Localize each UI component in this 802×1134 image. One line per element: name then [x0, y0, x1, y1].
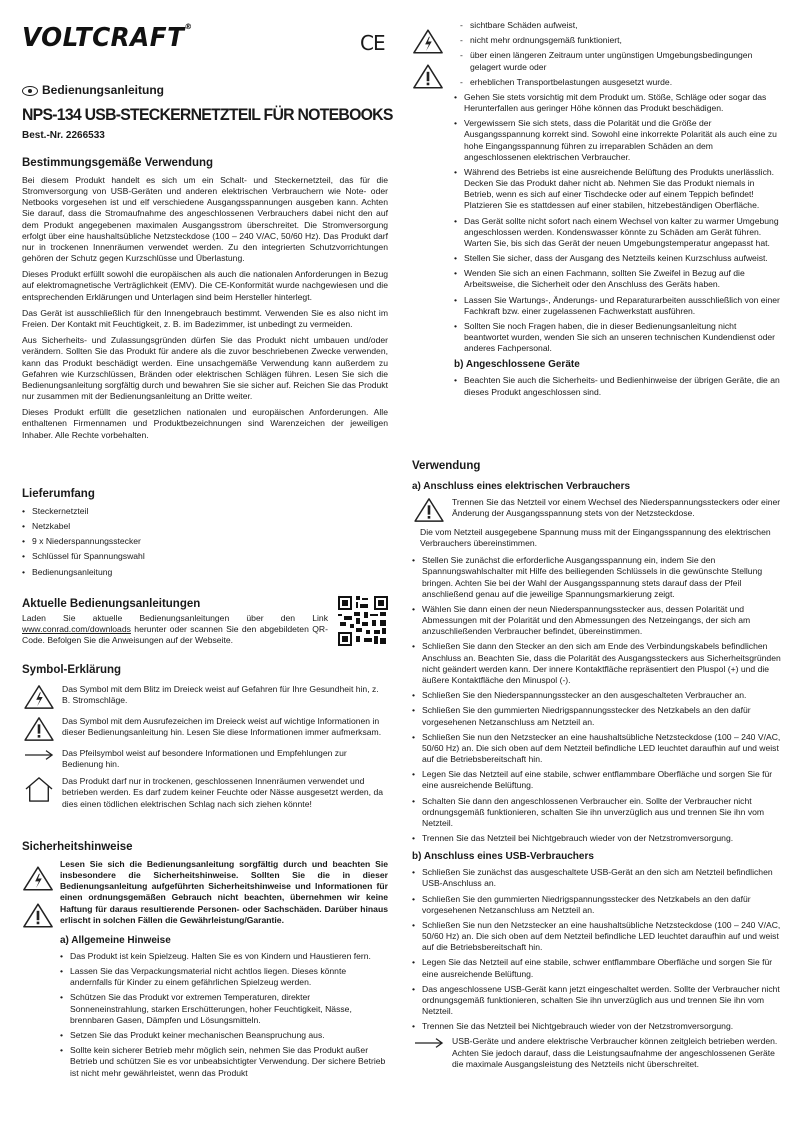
list-item: • Schützen Sie das Produkt vor extremen Temperaturen, direkter Sonneneinstrahlung, starken Erschütterungen, hoher Feuchtigkeit, Nässe, brennbaren Gasen, Dämpfen und Lösungsmitteln. — [60, 992, 388, 1026]
paragraph: Dieses Produkt erfüllt die gesetzlichen nationalen und europäischen Anforderungen. Alle enthaltenen Firmennamen und Produktbezeichnungen sind Warenzeichen der jeweiligen Inhaber. Alle Rechte vorbehalten. — [22, 407, 388, 440]
subsection-heading: b) Angeschlossene Geräte — [454, 359, 580, 371]
qr-code — [338, 596, 388, 646]
list-item: • Gehen Sie stets vorsichtig mit dem Produkt um. Stöße, Schläge oder sogar das Herunterfallen aus geringer Höhe können das Produkt beschädigen. — [454, 92, 782, 114]
list-item: • Lassen Sie das Verpackungsmaterial nicht achtlos liegen. Dieses könnte andernfalls für Kinder zu einem gefährlichen Spielzeug werden. — [60, 966, 388, 988]
list-item: • Steckernetzteil — [22, 506, 388, 517]
list-item: • Das Produkt ist kein Spielzeug. Halten Sie es von Kindern und Haustieren fern. — [60, 951, 388, 962]
lightning-warning-icon — [22, 684, 56, 710]
list-item: • Schließen Sie dann den Stecker an den sich am Ende des Verbindungskabels befindlichen Anschluss an. Beachten Sie, dass die Polarität des Ausgangssteckers aus Sicherheitsgründen nicht geändert werden kann. Der innere Kontaktfläche repräsentiert den Pluspol (+) und die äußere Kontaktfläche den Minuspol (-). — [412, 641, 782, 686]
list-item: • Schließen Sie den gummierten Niedrigspannungsstecker des Netzkabels an den dafür vorgesehenen Netzanschluss am Netzteil an. — [412, 894, 782, 916]
list-item: • Setzen Sie das Produkt keiner mechanischen Beanspruchung aus. — [60, 1030, 388, 1041]
subsection-heading: a) Allgemeine Hinweise — [60, 934, 171, 946]
symbol-row: Das Pfeilsymbol weist auf besondere Informationen und Empfehlungen zur Bedienung hin. — [22, 748, 388, 770]
exclamation-warning-icon — [412, 63, 444, 90]
subsection-heading: b) Anschluss eines USB-Verbrauchers — [412, 851, 594, 863]
exclamation-warning-icon — [22, 902, 54, 929]
list-item: • Wenden Sie sich an einen Fachmann, sollten Sie Zweifel in Bezug auf die Arbeitsweise, die Sicherheit oder den Anschluss des Geräts haben. — [454, 268, 782, 290]
list-item: • Während des Betriebs ist eine ausreichende Belüftung des Produkts unerlässlich. Decken Sie das Produkt daher nicht ab. Nehmen Sie das Produkt niemals in Betrieb, wenn es sich auf einer Tischdecke oder auf einem Teppich befindet! Platzieren Sie es stattdessen auf einer stabilen, hitzebeständigen Oberfläche. — [454, 167, 782, 212]
list-item: • Legen Sie das Netzteil auf eine stabile, schwer entflammbare Oberfläche und sorgen Sie für eine ausreichende Belüftung. — [412, 769, 782, 791]
house-indoor-icon — [22, 776, 56, 802]
list-item: • Trennen Sie das Netzteil bei Nichtgebrauch wieder von der Netzstromversorgung. — [412, 833, 782, 844]
delivery-list — [22, 506, 388, 578]
list-item: - erheblichen Transportbelastungen ausgesetzt wurde. — [460, 77, 782, 88]
usb-steps-list — [412, 867, 782, 1032]
manuals-text: Laden Sie aktuelle Bedienungsanleitungen über den Link www.conrad.com/downloads herunter oder scannen Sie den abgebildeten QR-Code. Befolgen Sie die Anweisungen auf der Webseite. — [22, 612, 328, 646]
exclamation-warning-icon — [412, 497, 446, 523]
intended-use-section — [22, 156, 388, 446]
paragraph: Aus Sicherheits- und Zulassungsgründen dürfen Sie das Produkt nicht umbauen und/oder verändern. Sollten Sie das Produkt für andere als die zuvor beschriebenen Zwecke verwenden, kann das Produkt beschädigt werden. Eine unsachgemäße Verwendung kann außerdem zu Gefahren wie Kurzschlüssen, Bränden oder elektrischen Schlägen führen. Lesen Sie sich die Bedienungsanleitung sorgfältig durch und bewahren Sie sie sicher auf. Reichen Sie das Produkt nur zusammen mit der Bedienungsanleitung an Dritte weiter. — [22, 335, 388, 402]
lightning-warning-icon — [22, 865, 54, 892]
list-item: - über einen längeren Zeitraum unter ungünstigen Umgebungsbedingungen gelagert wurde oder — [460, 50, 782, 72]
list-item: • Schließen Sie den Niederspannungsstecker an den ausgeschalteten Verbraucher an. — [412, 690, 782, 701]
list-item: • Sollten Sie noch Fragen haben, die in dieser Bedienungsanleitung nicht beantwortet wurden, wenden Sie sich an unseren technischen Kundendienst oder anderes Fachpersonal. — [454, 321, 782, 355]
list-item: • Trennen Sie das Netzteil bei Nichtgebrauch wieder von der Netzstromversorgung. — [412, 1021, 782, 1032]
list-item: • Netzkabel — [22, 521, 388, 532]
usage-section — [412, 459, 782, 1076]
manual-label: Bedienungsanleitung — [22, 83, 164, 99]
list-item: • Vergewissern Sie sich stets, dass die Polarität und die Größe der Ausgangsspannung korrekt sind. Sowohl eine inkorrekte Polarität als auch eine zu hohe Eingangsspannung führen zu irreparablen Schäden an dem angeschlossenen elektrischen Verbraucher. — [454, 118, 782, 163]
safety-section — [22, 840, 388, 1083]
conditions-list — [450, 20, 782, 92]
warning-row: Trennen Sie das Netzteil vor einem Wechsel des Niederspannungssteckers oder einer Änderung der Ausgangsspannung stets von der Netzsteckdose. — [412, 497, 782, 523]
list-item: • Lassen Sie Wartungs-, Änderungs- und Reparaturarbeiten ausschließlich von einer Fachkraft bzw. einer zugelassenen Fachwerkstatt ausführen. — [454, 295, 782, 317]
lightning-warning-icon — [412, 28, 444, 55]
general-notes-list — [60, 951, 388, 1079]
list-item: • Schließen Sie nun den Netzstecker an eine haushaltsübliche Netzsteckdose (100 – 240 V/AC, 50/60 Hz) an. Die sich oben auf dem Netzteil befindliche LED leuchtet daraufhin auf und weist auf die Betriebsbereitschaft hin. — [412, 920, 782, 954]
safety-intro: Lesen Sie sich die Bedienungsanleitung sorgfältig durch und beachten Sie insbesondere die Sicherheitshinweise. Sollten Sie die in dieser Bedienungsanleitung aufgeführten Sicherheitshinweise und Informationen für einen ordnungsgemäßen Gebrauch nicht beachten, übernehmen wir keine Haftung für daraus resultierende Personen- oder Sachschäden. Darüber hinaus erlischt in solchen Fällen die Gewährleistung/Garantie. — [60, 858, 388, 925]
safety-items-list — [412, 92, 782, 355]
section-heading: Lieferumfang — [22, 488, 95, 500]
list-item: • Schließen Sie nun den Netzstecker an eine haushaltsübliche Netzsteckdose (100 – 240 V/AC, 50/60 Hz) an. Die sich oben auf dem Netzteil befindliche LED leuchtet daraufhin auf und weist auf die Betriebsbereitschaft hin. — [412, 732, 782, 766]
delivery-section — [22, 487, 388, 582]
list-item: • 9 x Niederspannungsstecker — [22, 536, 388, 547]
safety-continued — [412, 20, 782, 402]
electric-steps-list — [412, 555, 782, 844]
ce-mark: CE — [360, 31, 385, 55]
list-item: • Stellen Sie zunächst die erforderliche Ausgangsspannung ein, indem Sie den Spannungswahlschalter mit Hilfe des beiliegenden Schlüssels in die gewünschte Stellung bringen. Achten Sie bei der Wahl der Ausgangsspannung stets darauf dass der Pfeil anschließend genau auf die jeweilige Spannungsmarkierung zeigt. — [412, 555, 782, 600]
list-item: • Schließen Sie zunächst das ausgeschaltete USB-Gerät an den sich am Netzteil befindlichen USB-Anschluss an. — [412, 867, 782, 889]
list-item: • Legen Sie das Netzteil auf eine stabile, schwer entflammbare Oberfläche und sorgen Sie für eine ausreichende Belüftung. — [412, 957, 782, 979]
list-item: • Schließen Sie den gummierten Niedrigspannungsstecker des Netzkabels an den dafür vorgesehenen Netzanschluss am Netzteil an. — [412, 705, 782, 727]
arrow-right-icon — [412, 1036, 446, 1050]
list-item: • Das angeschlossene USB-Gerät kann jetzt eingeschaltet werden. Sollte der Verbraucher nicht ordnungsgemäß funktionieren, schalten Sie ihn unverzüglich aus und trennen Sie ihn vom Netzteil. — [412, 984, 782, 1018]
subsection-heading: a) Anschluss eines elektrischen Verbrauchers — [412, 480, 631, 492]
section-heading: Symbol-Erklärung — [22, 664, 122, 676]
paragraph: Bei diesem Produkt handelt es sich um ein Schalt- und Steckernetzteil, das für die Stromversorgung von USB-Geräten und anderen elektrischen Verbrauchern wie Note- oder Netbooks vorgesehen ist und elf verschiedene Ausgangsspannungen ausgeben kann. Achten Sie darauf, dass die Stromaufnahme des angeschlossenen Verbrauchers dabei nicht den auf dem Produkt angegebenen maximalen Ausgangsstrom überschreitet. Die Stromversorgung erfolgt über eine haushaltsübliche Netzsteckdose (100 – 240 V/AC, 50/60 Hz). Das Produkt darf nur in trockenen Innenräumen verwendet werden. Zu den integrierten Schutzvorrichtungen gehören der Schutz gegen Kurzschlüsse und Überlastung. — [22, 174, 388, 264]
list-item: • Beachten Sie auch die Sicherheits- und Bedienhinweise der übrigen Geräte, die an dieses Produkt angeschlossen sind. — [454, 375, 782, 397]
symbol-row: Das Produkt darf nur in trockenen, geschlossenen Innenräumen verwendet und betrieben werden. Es darf zudem keiner Feuchte oder Nässe ausgesetzt werden, da dies einen tödlichen elektrischen Schlag nach sich ziehen könnte! — [22, 776, 388, 810]
symbol-row: Das Symbol mit dem Blitz im Dreieck weist auf Gefahren für Ihre Gesundheit hin, z. B. Stromschläge. — [22, 684, 388, 710]
symbols-section — [22, 663, 388, 816]
section-heading: Sicherheitshinweise — [22, 841, 133, 853]
connected-devices-list — [454, 375, 782, 397]
list-item: • Schlüssel für Spannungswahl — [22, 551, 388, 562]
manuals-section — [22, 597, 388, 651]
list-item: • Stellen Sie sicher, dass der Ausgang des Netzteils keinen Kurzschluss aufweist. — [454, 253, 782, 264]
symbol-row: Das Symbol mit dem Ausrufezeichen im Dreieck weist auf wichtige Informationen in dieser Bedienungsanleitung hin. Lesen Sie diese Informationen immer aufmerksam. — [22, 716, 388, 742]
list-item: • Das Gerät sollte nicht sofort nach einem Wechsel von kalter zu warmer Umgebung angeschlossen werden. Kondenswasser könnte zu Schäden am Gerät führen. Warten Sie, bis sich das Gerät der neuen Umgebungstemperatur angepasst hat. — [454, 216, 782, 250]
eye-icon — [22, 86, 38, 96]
paragraph: Das Gerät ist ausschließlich für den Innengebrauch bestimmt. Verwenden Sie es also nicht im Freien. Der Kontakt mit Feuchtigkeit, z. B. im Badezimmer, ist unbedingt zu vermeiden. — [22, 307, 388, 329]
section-heading: Aktuelle Bedienungsanleitungen — [22, 598, 201, 610]
note-row: USB-Geräte und andere elektrische Verbraucher können zeitgleich betrieben werden. Achten Sie jedoch darauf, dass die Leistungsaufnahme der angeschlossenen Geräte die maximale Ausgangsleistung des Netzteils nicht überschreitet. — [412, 1036, 782, 1070]
list-item: - nicht mehr ordnungsgemäß funktioniert, — [460, 35, 782, 46]
list-item: • Wählen Sie dann einen der neun Niederspannungsstecker aus, dessen Polarität und Abmessungen mit der Polarität und den Abmessungen des Netzeingangs, der sich am anzuschließenden Verbraucher befindet, übereinstimmen. — [412, 604, 782, 638]
order-number: Best.-Nr. 2266533 — [22, 130, 105, 141]
arrow-right-icon — [22, 748, 56, 762]
list-item: - sichtbare Schäden aufweist, — [460, 20, 782, 31]
voltage-note: Die vom Netzteil ausgegebene Spannung muss mit der Eingangsspannung des elektrischen Verbrauchers übereinstimmen. — [420, 526, 771, 549]
product-title: NPS-134 USB-STECKERNETZTEIL FÜR NOTEBOOKS — [22, 105, 393, 124]
downloads-link[interactable]: www.conrad.com/downloads — [22, 624, 131, 635]
section-heading: Verwendung — [412, 460, 481, 472]
list-item: • Schalten Sie dann den angeschlossenen Verbraucher ein. Sollte der Verbraucher nicht ordnungsgemäß funktionieren, schalten Sie ihn unverzüglich aus und trennen Sie ihn vom Netzteil. — [412, 796, 782, 830]
list-item: • Sollte kein sicherer Betrieb mehr möglich sein, nehmen Sie das Produkt außer Betrieb und schützen Sie es vor unbeabsichtigter Verwendung. Der sichere Betrieb ist nicht mehr gewährleistet, wenn das Produkt — [60, 1045, 388, 1079]
list-item: • Bedienungsanleitung — [22, 567, 388, 578]
section-heading: Bestimmungsgemäße Verwendung — [22, 157, 214, 169]
paragraph: Dieses Produkt erfüllt sowohl die europäischen als auch die nationalen Anforderungen in Bezug auf elektromagnetische Verträglichkeit (EMV). Die CE-Konformität wurde nachgewiesen und die entsprechenden Erklärungen und Unterlagen sind beim Hersteller hinterlegt. — [22, 269, 388, 302]
brand-logo: VOLTCRAFT® — [22, 22, 193, 53]
exclamation-warning-icon — [22, 716, 56, 742]
